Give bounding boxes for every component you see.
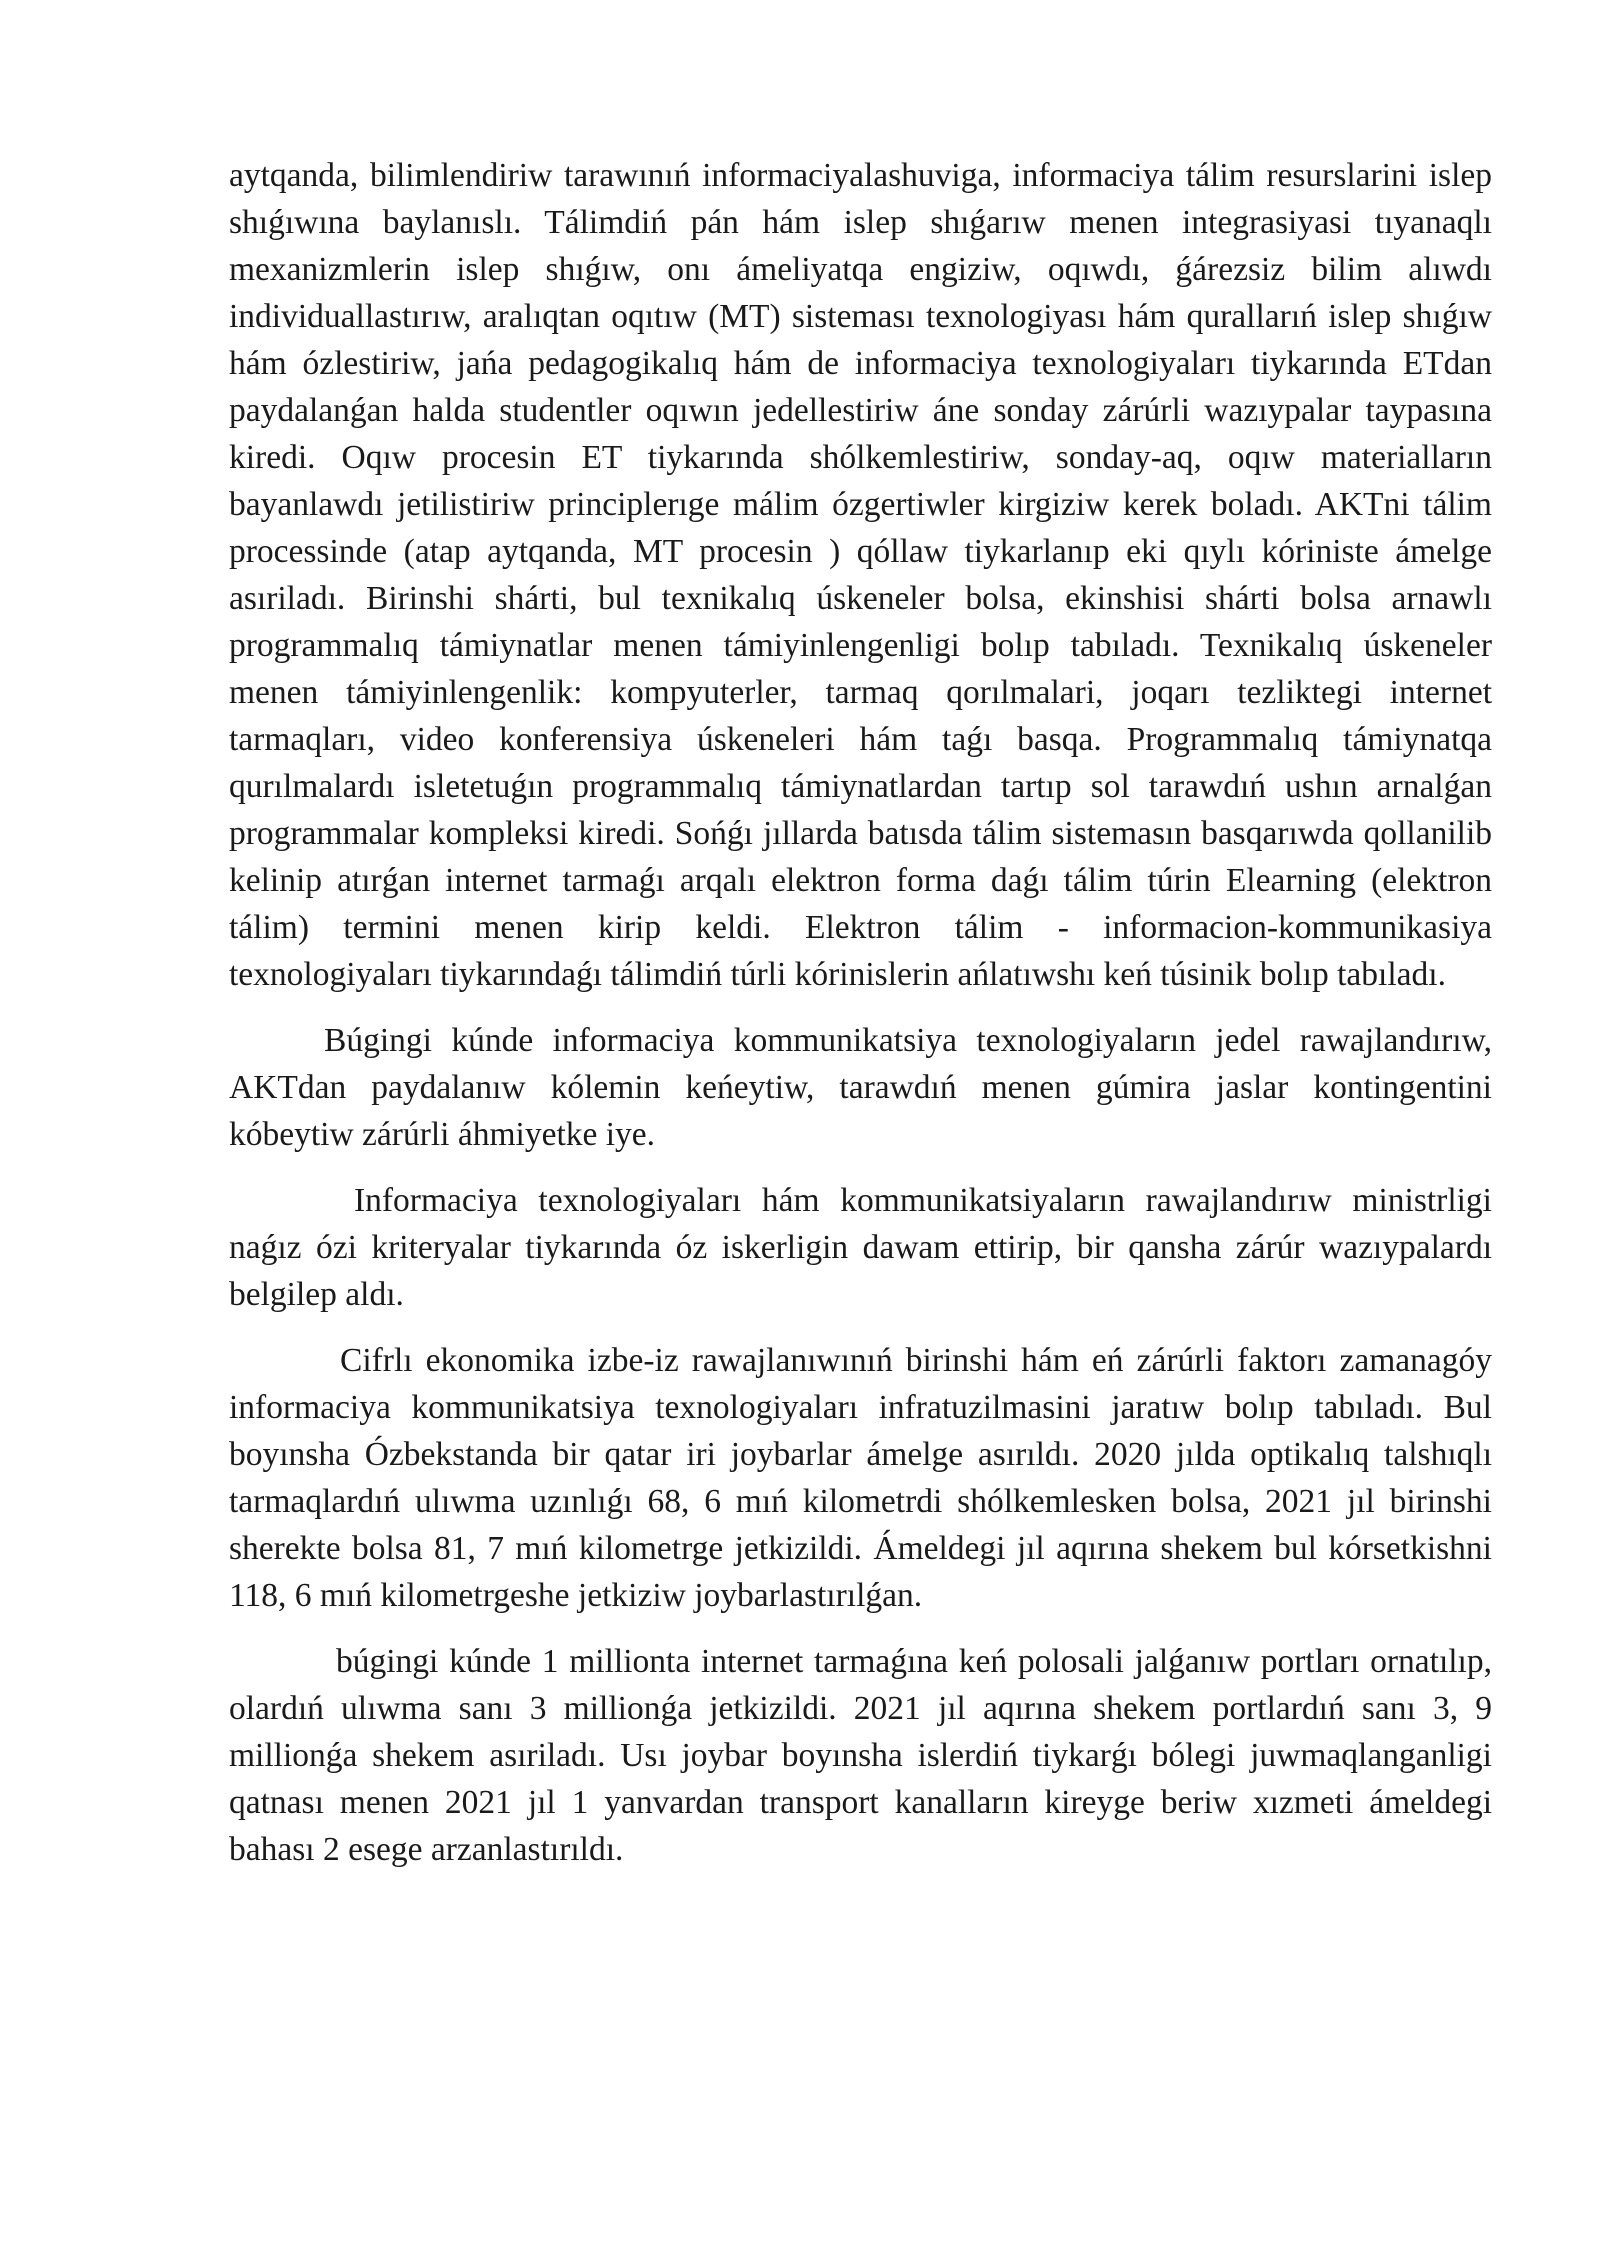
paragraph-4: Cifrlı ekonomika izbe-iz rawajlanıwınıń birinshi hám eń zárúrli faktorı zamanagóy informaciya kommunikatsiya texnologiyaları infratuzilmasini jaratıw bolıp tabıladı. Bul boyınsha Ózbekstanda bir qatar iri joybarlar ámelge asırıldı. 2020 jılda optikalıq talshıqlı tarmaqlardıń ulıwma uzınlıǵı 68, 6 mıń kilometrdi shólkemlesken bolsa, 2021 jıl birinshi sherekte bolsa 81, 7 mıń kilometrge jetkizildi. Ámeldegi jıl aqırına shekem bul kórsetkishni 118, 6 mıń kilometrgeshe jetkiziw joybarlastırılǵan. (229, 1342, 1492, 1614)
paragraph-1: aytqanda, bilimlendiriw tarawınıń informaciyalashuviga, informaciya tálim resurslarini islep shıǵıwına baylanıslı. Tálimdiń pán hám islep shıǵarıw menen integrasiyasi tıyanaqlı mexanizmlerin islep shıǵıw, onı ámeliyatqa engiziw, oqıwdı, ǵárezsiz bilim alıwdı individuallastırıw, aralıqtan oqıtıw (MT) sisteması texnologiyası hám qurallarıń islep shıǵıw hám ózlestiriw, jańa pedagogikalıq hám de informaciya texnologiyaları tiykarında ETdan paydalanǵan halda studentler oqıwın jedellestiriw áne sonday zárúrli wazıypalar taypasına kiredi. Oqıw procesin ET tiykarında shólkemlestiriw, sonday-aq, oqıw materialların bayanlawdı jetilistiriw principlerıge málim ózgertiwler kirgiziw kerek boladı. AKTni tálim processinde (atap aytqanda, MT procesin ) qóllaw tiykarlanıp eki qıylı kóriniste ámelge asıriladı. Birinshi shárti, bul texnikalıq úskeneler bolsa, ekinshisi shárti bolsa arnawlı programmalıq támiynatlar menen támiyinlengenligi bolıp tabıladı. Texnikalıq úskeneler menen támiyinlengenlik: kompyuterler, tarmaq qorılmalari, joqarı tezliktegi internet tarmaqları, video konferensiya úskeneleri hám taǵı basqa. Programmalıq támiynatqa qurılmalardı isletetuǵın programmalıq támiynatlardan tartıp sol tarawdıń ushın arnalǵan programmalar kompleksi kiredi. Sońǵı jıllarda batısda tálim sistemasın basqarıwda qollanilib kelinip atırǵan internet tarmaǵı arqalı elektron forma daǵı tálim túrin Elearning (elektron tálim) termini menen kirip keldi. Elektron tálim - informacion-kommunikasiya texnologiyaları tiykarındaǵı tálimdiń túrli kórinislerin ańlatıwshı keń túsinik bolıp tabıladı. (229, 157, 1492, 993)
paragraph-5: búgingi kúnde 1 millionta internet tarmaǵına keń polosali jalǵanıw portları ornatılıp, olardıń ulıwma sanı 3 millionǵa jetkizildi. 2021 jıl aqırına shekem portlardıń sanı 3, 9 millionǵa shekem asıriladı. Usı joybar boyınsha islerdiń tiykarǵı bólegi juwmaqlanganligi qatnası menen 2021 jıl 1 yanvardan transport kanalların kireyge beriw xızmeti ámeldegi bahası 2 esege arzanlastırıldı. (229, 1643, 1492, 1868)
document-page (229, 152, 1492, 1892)
paragraph-2: Búgingi kúnde informaciya kommunikatsiya texnologiyaların jedel rawajlandırıw, AKTdan paydalanıw kólemin keńeytiw, tarawdıń menen gúmira jaslar kontingentini kóbeytiw zárúrli áhmiyetke iye. (229, 1022, 1492, 1153)
paragraph-3: Informaciya texnologiyaları hám kommunikatsiyaların rawajlandırıw ministrligi naǵız ózi kriteryalar tiykarında óz iskerligin dawam ettirip, bir qansha zárúr wazıypalardı belgilep aldı. (229, 1182, 1492, 1313)
